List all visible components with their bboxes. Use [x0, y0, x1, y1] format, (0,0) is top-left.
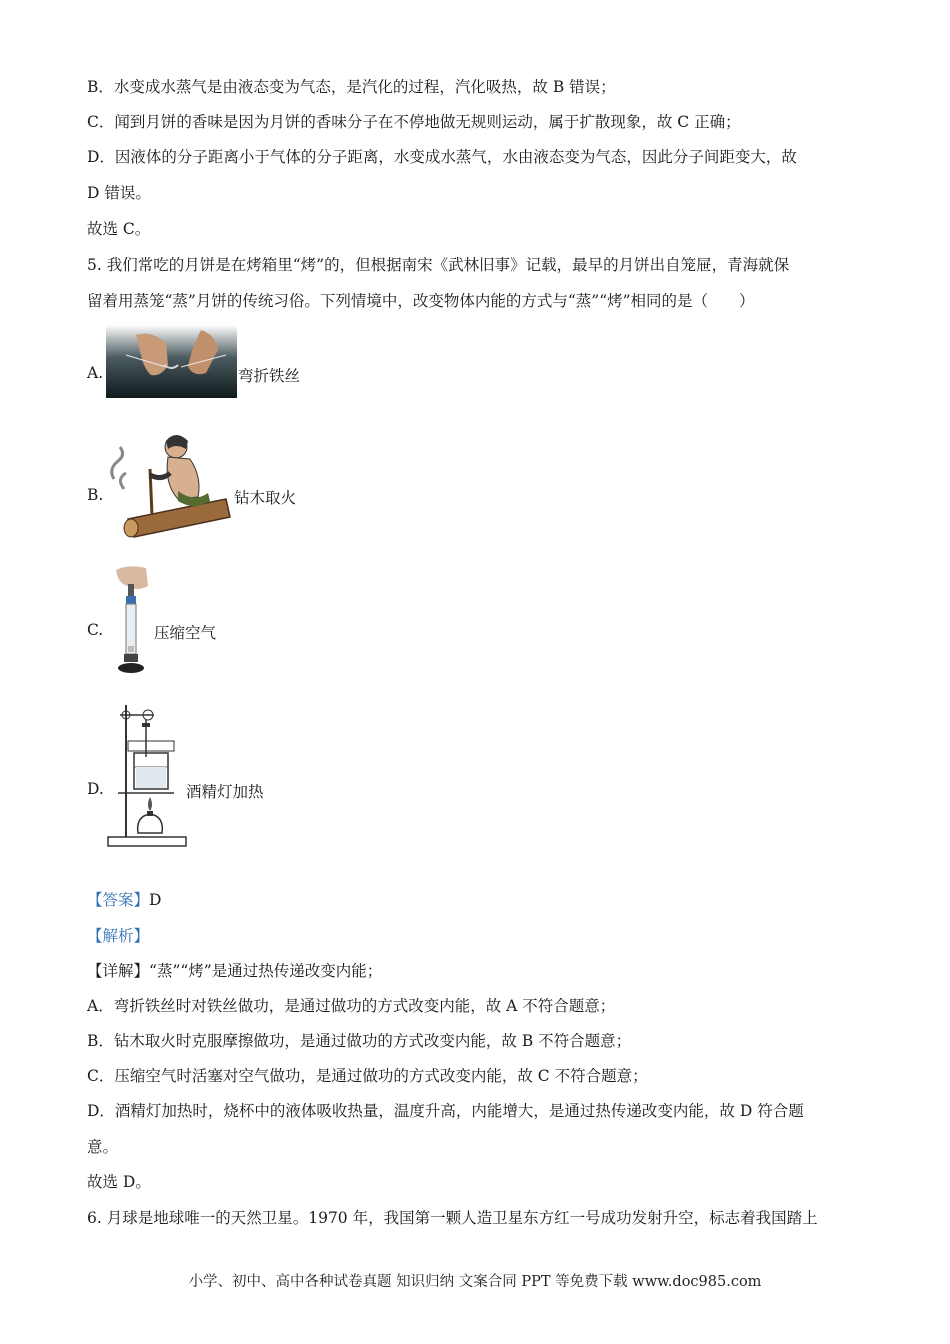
- text-line: D．酒精灯加热时，烧杯中的液体吸收热量，温度升高，内能增大，是通过热传递改变内能，故 D 符合题: [87, 1102, 804, 1120]
- text-line: C．闻到月饼的香味是因为月饼的香味分子在不停地做无规则运动，属于扩散现象，故 C 正确；: [87, 113, 741, 131]
- answer-line: [87, 890, 161, 910]
- option-b-text: 钻木取火: [234, 489, 297, 507]
- text-line: 故选 C。: [87, 220, 151, 238]
- text-line: B．水变成水蒸气是由液态变为气态，是汽化的过程，汽化吸热，故 B 错误；: [87, 78, 616, 96]
- alcohol-lamp-heating-image: [106, 701, 188, 848]
- option-c-label: C.: [87, 621, 104, 639]
- text-line: 故选 D。: [87, 1173, 151, 1191]
- drilling-wood-fire-image: [106, 429, 234, 542]
- option-d-label: D.: [87, 780, 104, 798]
- option-b-label: B.: [87, 486, 104, 504]
- text-line: B．钻木取火时克服摩擦做功，是通过做功的方式改变内能，故 B 不符合题意；: [87, 1032, 632, 1050]
- text-line: 意。: [87, 1138, 119, 1156]
- option-c-text: 压缩空气: [154, 624, 217, 642]
- option-a-text: 弯折铁丝: [238, 367, 301, 385]
- question-5-text: 5. 我们常吃的月饼是在烤箱里“烤”的，但根据南宋《武林旧事》记载，最早的月饼出自笼屉，青海就保: [87, 256, 790, 274]
- detail-tag: 【详解】: [87, 962, 150, 980]
- detail-text: “蒸”“烤”是通过热传递改变内能；: [149, 962, 383, 980]
- page-footer: 小学、初中、高中各种试卷真题 知识归纳 文案合同 PPT 等免费下载 www.doc985.com: [188, 1274, 762, 1290]
- analysis-tag: 【解析】: [87, 927, 150, 945]
- air-compression-tube-image: [106, 566, 154, 679]
- text-line: A．弯折铁丝时对铁丝做功，是通过做功的方式改变内能，故 A 不符合题意；: [87, 997, 616, 1015]
- question-6-text: 6. 月球是地球唯一的天然卫星。1970 年，我国第一颗人造卫星东方红一号成功发射升空，标志着我国踏上: [87, 1209, 818, 1227]
- answer-tag: 【答案】: [87, 891, 150, 909]
- question-5-text: 留着用蒸笼“蒸”月饼的传统习俗。下列情境中，改变物体内能的方式与“蒸”“烤”相同的是（ ）: [87, 292, 755, 310]
- text-line: D 错误。: [87, 184, 151, 202]
- option-a-label: A.: [87, 364, 104, 382]
- answer-value: D: [149, 891, 162, 909]
- option-d-text: 酒精灯加热: [186, 783, 264, 801]
- text-line: C．压缩空气时活塞对空气做功，是通过做功的方式改变内能，故 C 不符合题意；: [87, 1067, 648, 1085]
- text-line: D．因液体的分子距离小于气体的分子距离，水变成水蒸气，水由液态变为气态，因此分子间距变大，故: [87, 148, 797, 166]
- detail-line: [87, 961, 382, 981]
- bending-wire-image: [106, 325, 237, 398]
